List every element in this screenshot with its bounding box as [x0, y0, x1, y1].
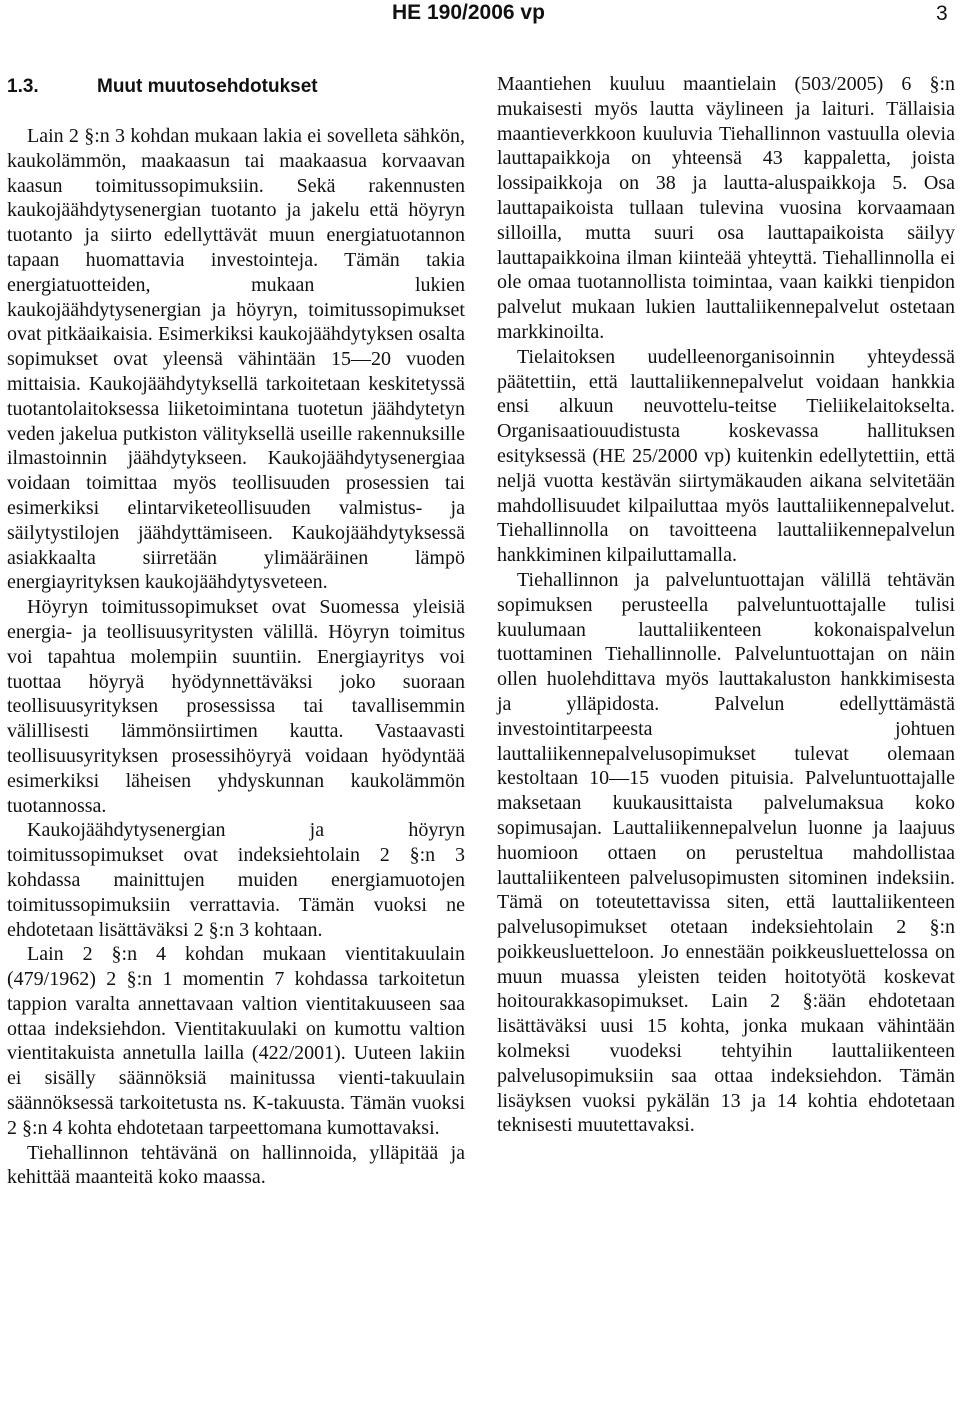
paragraph: Maantiehen kuuluu maantielain (503/2005) 6 §:n mukaisesti myös lautta väylineen ja laituri. Tällaisia maantieverkkoon kuuluvia Tiehallinnon vastuulla olevia lauttapaikkoja on yhteensä 43 kappaletta, joista lossipaikkoja on 38 ja lautta-aluspaikkoja 5. Osa lauttapaikoista tullaan tulevina vuosina korvaamaan silloilla, mutta suuri osa lauttapaikoista säilyy lauttapaikkoina ilman kiinteää yhteyttä. Tiehallinnolla ei ole omaa tuotannollista toimintaa, vaan kaikki tienpidon palvelut mukaan lukien lauttaliikennepalvelut ostetaan markkinoilta.: [497, 73, 955, 343]
section-heading: [7, 75, 465, 99]
section-title: Muut muutosehdotukset: [97, 76, 318, 97]
right-column: [497, 72, 955, 1138]
paragraph: Lain 2 §:n 4 kohdan mukaan vientitakuulain (479/1962) 2 §:n 1 momentin 7 kohdassa tarkoitetun tappion varalta annettavaan valtion vientitakuuseen saa ottaa indeksiehdon. Vientitakuulaki on kumottu valtion vientitakuista annetulla lailla (422/2001). Uuteen lakiin ei sisälly säännöksiä mainitussa vienti-takuulain säännöksessä tarkoitetusta ns. K-takuusta. Tämän vuoksi 2 §:n 4 kohta ehdotetaan tarpeettomana kumottavaksi.: [7, 943, 465, 1139]
paragraph: Tielaitoksen uudelleenorganisoinnin yhteydessä päätettiin, että lauttaliikennepalvelut voidaan hankkia ensi alkuun neuvottelu-teitse Tieliikelaitokselta. Organisaatiouudistusta koskevassa hallituksen esityksessä (HE 25/2000 vp) kuitenkin edellytettiin, että neljä vuotta kestävän siirtymäkauden aikana selvitetään mahdollisuudet kilpailuttaa myös lauttaliikennepalvelut. Tiehallinnolla on tavoitteena lauttaliikennepalvelun hankkiminen kilpailuttamalla.: [497, 345, 955, 567]
paragraph: Lain 2 §:n 3 kohdan mukaan lakia ei sovelleta sähkön, kaukolämmön, maakaasun tai maakaasua korvaavan kaasun toimitussopimuksiin. Sekä rakennusten kaukojäähdytysenergian tuotanto ja jakelu että höyryn tuotanto ja siirto edellyttävät muun energiatuotannon tapaan huomattavia investointeja. Tämän takia energiatuotteiden, mukaan lukien kaukojäähdytysenergian ja höyryn, toimitussopimukset ovat pitkäaikaisia. Esimerkiksi kaukojäähdytyksen osalta sopimukset ovat yleensä vähintään 15—20 vuoden mittaisia. Kaukojäähdytyksellä tarkoitetaan keskitetyssä tuotantolaitoksessa liiketoimintana tuotetun jäähdytetyn veden jakelua putkiston välityksellä useille rakennuksille ilmastoinnin jäähdytykseen. Kaukojäähdytysenergiaa voidaan toimittaa myös teollisuuden prosessien tai esimerkiksi elintarviketeollisuuden valmistus- ja säilytystilojen jäähdyttämiseen. Kaukojäähdytyksessä asiakkaalta siirretään ylimääräinen lämpö energiayrityksen kaukojäähdytysveteen.: [7, 125, 465, 594]
paragraph: Kaukojäähdytysenergian ja höyryn toimitussopimukset ovat indeksiehtolain 2 §:n 3 kohdassa mainittujen muiden energiamuotojen toimitussopimuksiin verrattavia. Tämän vuoksi ne ehdotetaan lisättäväksi 2 §:n 3 kohtaan.: [7, 819, 465, 941]
paragraph: Höyryn toimitussopimukset ovat Suomessa yleisiä energia- ja teollisuusyritysten välillä. Höyryn toimitus voi tapahtua molempiin suuntiin. Energiayritys voi tuottaa höyryä hyödynnettäväksi joko suoraan teollisuusyrityksen prosessissa tai tavallisemmin välillisesti lämmönsiirtimen kautta. Vastaavasti teollisuusyrityksen prosessihöyryä voidaan hyödyntää esimerkiksi läheisen yhdyskunnan kaukolämmön tuotannossa.: [7, 596, 465, 817]
paragraph: Tiehallinnon tehtävänä on hallinnoida, ylläpitää ja kehittää maanteitä koko maassa.: [7, 1141, 465, 1189]
paragraph: Tiehallinnon ja palveluntuottajan välillä tehtävän sopimuksen perusteella palveluntuottajalle tulisi kuulumaan lauttaliikenteen kokonaispalvelun tuottaminen Tiehallinnolle. Palveluntuottajan on näin ollen huolehdittava myös lauttakaluston hankkimisesta ja ylläpidosta. Palvelun edellyttämästä investointitarpeesta johtuen lauttaliikennepalvelusopimukset tulevat olemaan kestoltaan 10—15 vuoden pituisia. Palveluntuottajalle maksetaan kuukausittaista palvelumaksua koko sopimusajan. Lauttaliikennepalvelun luonne ja laajuus huomioon ottaen on perusteltua mahdollistaa lauttaliikenteen palvelusopimusten sitominen indeksiin. Tämä on toteutettavissa siten, että lauttaliikenteen palvelusopimukset otetaan indeksiehtolain 2 §:n poikkeusluetteloon. Jo ennestään poikkeusluettelossa on muun muassa yleisten teiden hoitotyötä koskevat hoitourakkasopimukset. Lain 2 §:ään ehdotetaan lisättäväksi uusi 15 kohta, jonka mukaan vähintään kolmeksi vuodeksi tehtyihin lauttaliikenteen palvelusopimuksiin saa ottaa indeksiehdon. Tämän lisäyksen vuoksi pykälän 13 ja 14 kohtia ehdotetaan teknisesti muutettavaksi.: [497, 568, 955, 1137]
page-number: 3: [936, 2, 948, 25]
page-header: [0, 0, 960, 30]
left-column: [7, 70, 465, 1190]
section-number: 1.3.: [7, 76, 39, 97]
document-id: HE 190/2006 vp: [392, 1, 545, 24]
